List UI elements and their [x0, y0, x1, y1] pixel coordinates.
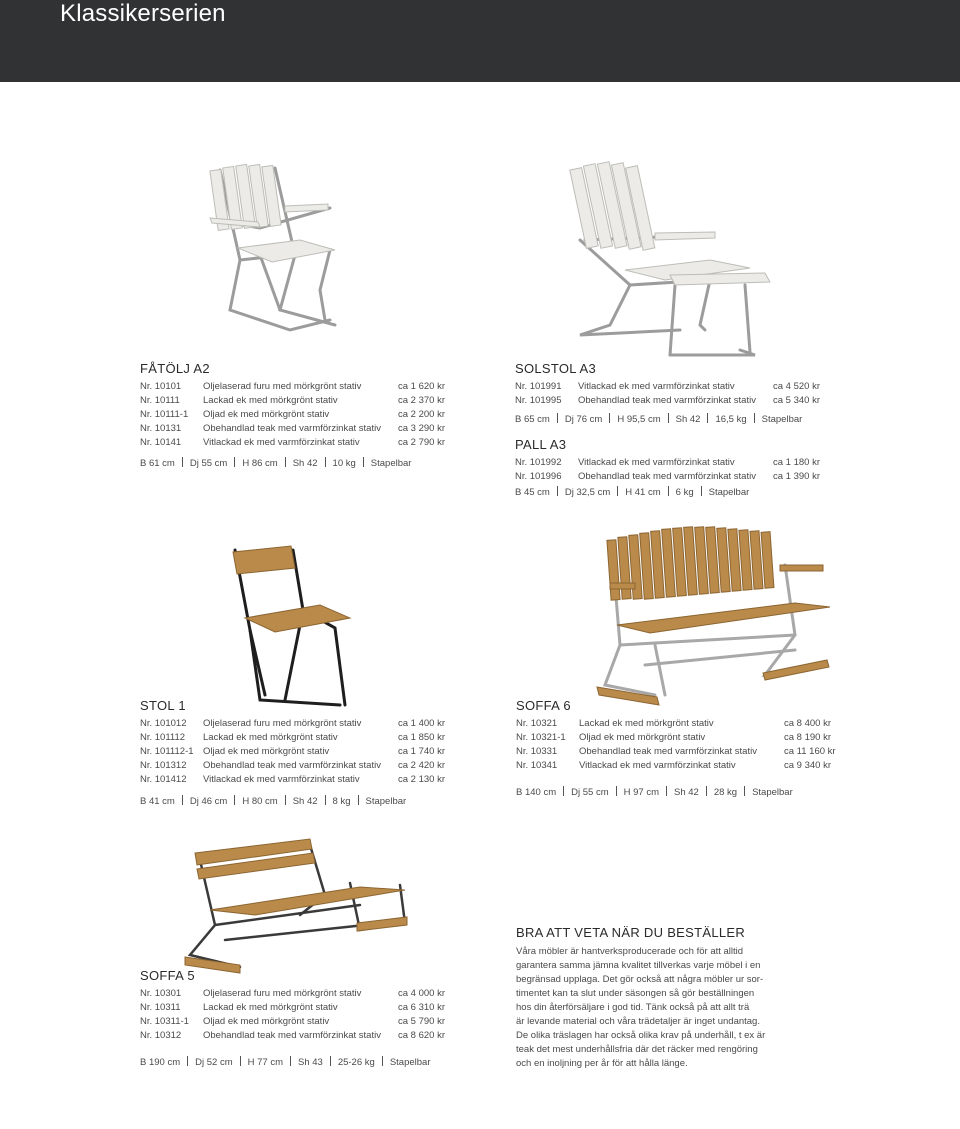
article-description: Obehandlad teak med varmförzinkat stativ: [203, 760, 381, 771]
price-row: [140, 987, 460, 1001]
article-number: Nr. 10312: [140, 1030, 182, 1041]
product-soffa-6: [516, 698, 846, 800]
article-price: ca 4 520 kr: [773, 381, 820, 392]
armchair-a2-image: [200, 160, 350, 340]
article-description: Obehandlad teak med varmförzinkat stativ: [203, 423, 381, 434]
article-price: ca 8 190 kr: [784, 732, 831, 743]
article-number: Nr. 101995: [515, 395, 562, 406]
article-description: Obehandlad teak med varmförzinkat stativ: [578, 471, 756, 482]
product-stol-1: [140, 698, 460, 809]
article-price: ca 4 000 kr: [398, 988, 445, 999]
product-specs-pall: [515, 486, 845, 500]
spec-width: B 65 cm: [515, 414, 550, 425]
price-row: [140, 717, 460, 731]
article-description: Lackad ek med mörkgrönt stativ: [579, 718, 714, 729]
article-number: Nr. 10131: [140, 423, 182, 434]
article-price: ca 6 310 kr: [398, 1002, 445, 1013]
price-row: [140, 436, 460, 450]
spec-width: B 190 cm: [140, 1057, 181, 1068]
spec-height: H 77 cm: [247, 1057, 283, 1068]
spec-stackable: Stapelbar: [708, 487, 750, 498]
chair-1-image: [225, 540, 355, 710]
article-number: Nr. 101112-1: [140, 746, 194, 757]
article-price: ca 2 790 kr: [398, 437, 445, 448]
spec-depth: Dj 55 cm: [571, 787, 609, 798]
price-row: [516, 759, 846, 773]
article-number: Nr. 10321-1: [516, 732, 566, 743]
spec-depth: Dj 76 cm: [564, 414, 603, 425]
spec-stackable: Stapelbar: [752, 787, 793, 798]
article-number: Nr. 10331: [516, 746, 558, 757]
article-number: Nr. 101012: [140, 718, 187, 729]
article-number: Nr. 101996: [515, 471, 562, 482]
product-soffa-5: [140, 968, 460, 1070]
price-row: [516, 717, 846, 731]
price-row: [140, 1015, 460, 1029]
article-description: Oljelaserad furu med mörkgrönt stativ: [203, 988, 362, 999]
article-price: ca 8 620 kr: [398, 1030, 445, 1041]
page-title: Klassikerserien: [60, 0, 226, 27]
article-number: Nr. 101412: [140, 774, 187, 785]
article-number: Nr. 10111-1: [140, 409, 189, 420]
spec-seat-height: Sh 42: [292, 458, 318, 469]
article-price: ca 11 160 kr: [784, 746, 836, 757]
article-description: Vitlackad ek med varmförzinkat stativ: [203, 437, 360, 448]
article-description: Oljad ek med mörkgrönt stativ: [203, 409, 330, 420]
article-number: Nr. 10311-1: [140, 1016, 189, 1027]
price-row: [516, 745, 846, 759]
price-row: [140, 773, 460, 787]
article-description: Obehandlad teak med varmförzinkat stativ: [579, 746, 757, 757]
spec-depth: Dj 55 cm: [189, 458, 228, 469]
article-number: Nr. 10311: [140, 1002, 181, 1013]
article-description: Lackad ek med mörkgrönt stativ: [203, 732, 338, 743]
spec-stackable: Stapelbar: [370, 458, 412, 469]
spec-stackable: Stapelbar: [365, 796, 407, 807]
article-number: Nr. 10341: [516, 760, 558, 771]
spec-weight: 28 kg: [713, 787, 738, 798]
article-number: Nr. 10141: [140, 437, 182, 448]
spec-seat-height: Sh 42: [292, 796, 318, 807]
spec-weight: 8 kg: [332, 796, 351, 807]
price-row: [140, 394, 460, 408]
article-description: Vitlackad ek med varmförzinkat stativ: [203, 774, 360, 785]
article-description: Oljad ek med mörkgrönt stativ: [203, 1016, 330, 1027]
spec-stackable: Stapelbar: [761, 414, 803, 425]
spec-height: H 41 cm: [625, 487, 661, 498]
article-description: Oljad ek med mörkgrönt stativ: [579, 732, 706, 743]
article-number: Nr. 10101: [140, 381, 182, 392]
article-description: Oljelaserad furu med mörkgrönt stativ: [203, 718, 362, 729]
spec-weight: 25-26 kg: [337, 1057, 375, 1068]
article-description: Vitlackad ek med varmförzinkat stativ: [578, 381, 735, 392]
article-price: ca 1 740 kr: [398, 746, 445, 757]
article-price: ca 2 420 kr: [398, 760, 445, 771]
article-number: Nr. 10321: [516, 718, 558, 729]
spec-height: H 80 cm: [242, 796, 278, 807]
article-number: Nr. 101991: [515, 381, 562, 392]
product-title: FÅTÖLJ A2: [140, 361, 210, 376]
spec-depth: Dj 52 cm: [195, 1057, 233, 1068]
article-price: ca 5 340 kr: [773, 395, 820, 406]
price-row: [140, 422, 460, 436]
article-description: Obehandlad teak med varmförzinkat stativ: [203, 1030, 381, 1041]
spec-width: B 41 cm: [140, 796, 175, 807]
product-fatolj-a2: [140, 361, 460, 471]
spec-depth: Dj 46 cm: [189, 796, 228, 807]
price-row: [140, 408, 460, 422]
price-row: [140, 380, 460, 394]
article-price: ca 2 200 kr: [398, 409, 445, 420]
product-title: SOLSTOL A3: [515, 361, 597, 376]
spec-weight: 16,5 kg: [715, 414, 747, 425]
article-price: ca 3 290 kr: [398, 423, 445, 434]
article-price: ca 1 390 kr: [773, 471, 820, 482]
header-bar: [0, 0, 960, 82]
price-row: [140, 1001, 460, 1015]
spec-width: B 45 cm: [515, 487, 550, 498]
article-description: Vitlackad ek med varmförzinkat stativ: [578, 457, 735, 468]
article-number: Nr. 10301: [140, 988, 182, 999]
price-row: [516, 731, 846, 745]
spec-seat-height: Sh 43: [298, 1057, 323, 1068]
ordering-info: [516, 925, 786, 1071]
price-row: [515, 470, 845, 484]
price-row: [515, 394, 845, 408]
product-specs: [140, 795, 460, 809]
spec-depth: Dj 32,5 cm: [564, 487, 611, 498]
article-number: Nr. 101112: [140, 732, 186, 743]
price-row: [140, 1029, 460, 1043]
price-row: [140, 745, 460, 759]
article-number: Nr. 10111: [140, 395, 180, 406]
product-title: SOFFA 5: [140, 968, 195, 983]
product-specs: [140, 457, 460, 471]
product-title: SOFFA 6: [516, 698, 571, 713]
article-price: ca 5 790 kr: [398, 1016, 445, 1027]
article-description: Vitlackad ek med varmförzinkat stativ: [579, 760, 736, 771]
sunchair-a3-image: [570, 160, 770, 360]
article-price: ca 1 400 kr: [398, 718, 445, 729]
spec-stackable: Stapelbar: [389, 1057, 431, 1068]
info-text: Våra möbler är hantverksproducerade och för att alltid garantera samma jämna kvalitet tillverkas varje möbel i en begränsad upplaga. Det gör också att några möbler ur sor- timentet kan ta slut under säsongen så gör beställningen hos din återförsäljare i god tid. Tänk också på att allt trä är levande material och våra trädetaljer är inget undantag. De olika träslagen har också olika krav på underhåll, t ex är teak det mest underhållsfria där det räcker med rengöring och en inoljning per år för att hålla länge.: [516, 946, 766, 1069]
article-price: ca 1 850 kr: [398, 732, 445, 743]
price-row: [515, 456, 845, 470]
spec-height: H 97 cm: [623, 787, 659, 798]
article-price: ca 2 130 kr: [398, 774, 445, 785]
info-title: BRA ATT VETA NÄR DU BESTÄLLER: [516, 925, 746, 940]
spec-width: B 140 cm: [516, 787, 557, 798]
product-specs: [516, 786, 846, 800]
article-description: Lackad ek med mörkgrönt stativ: [203, 1002, 338, 1013]
article-description: Oljad ek med mörkgrönt stativ: [203, 746, 330, 757]
article-number: Nr. 101312: [140, 760, 187, 771]
spec-height: H 86 cm: [242, 458, 278, 469]
spec-weight: 6 kg: [675, 487, 694, 498]
article-price: ca 9 340 kr: [784, 760, 831, 771]
product-solstol-a3: [515, 361, 845, 500]
spec-seat-height: Sh 42: [675, 414, 701, 425]
price-row: [515, 380, 845, 394]
article-number: Nr. 101992: [515, 457, 562, 468]
sofa-5-image: [185, 835, 415, 975]
article-price: ca 2 370 kr: [398, 395, 445, 406]
product-specs: [515, 413, 845, 427]
spec-weight: 10 kg: [332, 458, 356, 469]
article-price: ca 8 400 kr: [784, 718, 831, 729]
price-row: [140, 731, 460, 745]
product-title-pall: PALL A3: [515, 437, 567, 452]
spec-width: B 61 cm: [140, 458, 175, 469]
article-description: Lackad ek med mörkgrönt stativ: [203, 395, 338, 406]
spec-seat-height: Sh 42: [674, 787, 699, 798]
spec-height: H 95,5 cm: [617, 414, 661, 425]
product-title: STOL 1: [140, 698, 186, 713]
article-description: Oljelaserad furu med mörkgrönt stativ: [203, 381, 362, 392]
price-row: [140, 759, 460, 773]
article-price: ca 1 180 kr: [773, 457, 820, 468]
product-specs: [140, 1056, 460, 1070]
article-description: Obehandlad teak med varmförzinkat stativ: [578, 395, 756, 406]
sofa-6-image: [595, 525, 835, 705]
article-price: ca 1 620 kr: [398, 381, 445, 392]
